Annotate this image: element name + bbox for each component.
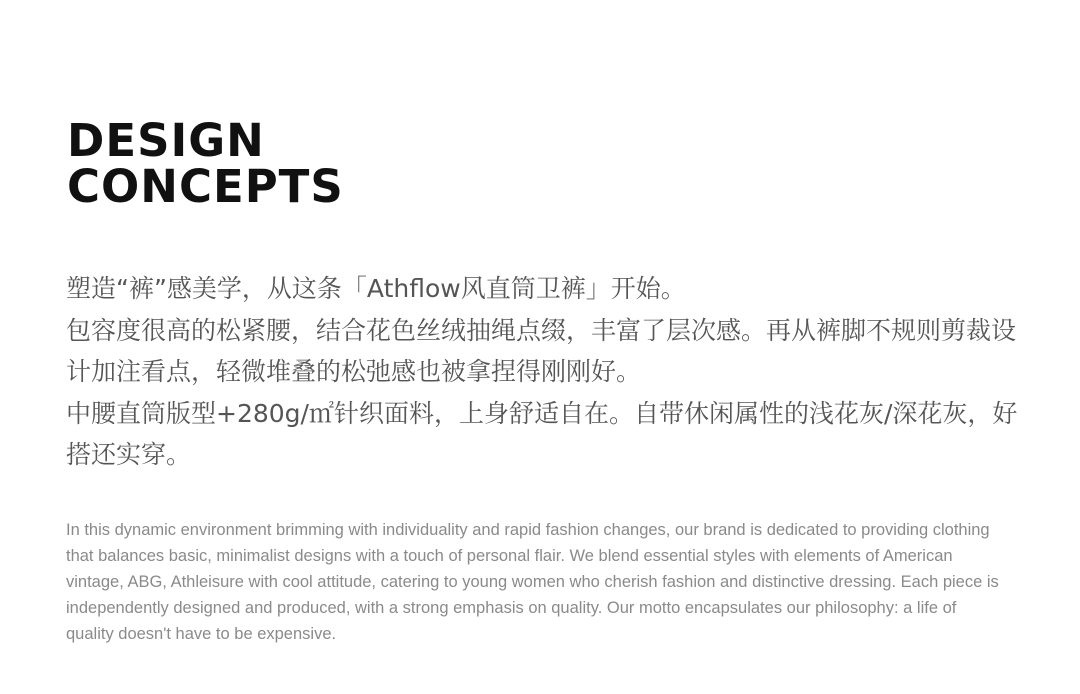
chinese-paragraph-fabric: 中腰直筒版型+280g/㎡针织面料，上身舒适自在。自带休闲属性的浅花灰/深花灰，好搭还实穿。 xyxy=(66,398,1018,469)
page-title xyxy=(67,114,344,213)
chinese-paragraph-intro: 塑造“裤”感美学，从这条「Athflow风直筒卫裤」开始。 xyxy=(66,274,686,303)
chinese-paragraph-waist: 包容度很高的松紧腰，结合花色丝绒抽绳点缀，丰富了层次感。再从裤脚不规则剪裁设计加注看点，轻微堆叠的松弛感也被拿捏得刚刚好。 xyxy=(66,315,1017,386)
title-line-concepts: CONCEPTS xyxy=(67,160,344,213)
title-line-design: DESIGN xyxy=(67,114,265,167)
english-description: In this dynamic environment brimming with individuality and rapid fashion changes, our brand is dedicated to providing clothing that balances basic, minimalist designs with a touch of personal flair. We blend essential styles with elements of American vintage, ABG, Athleisure with cool attitude, catering to young women who cherish fashion and distinctive dressing. Each piece is independently designed and produced, with a strong emphasis on quality. Our motto encapsulates our philosophy: a life of quality doesn't have to be expensive. xyxy=(66,521,999,643)
chinese-description xyxy=(66,268,1026,476)
